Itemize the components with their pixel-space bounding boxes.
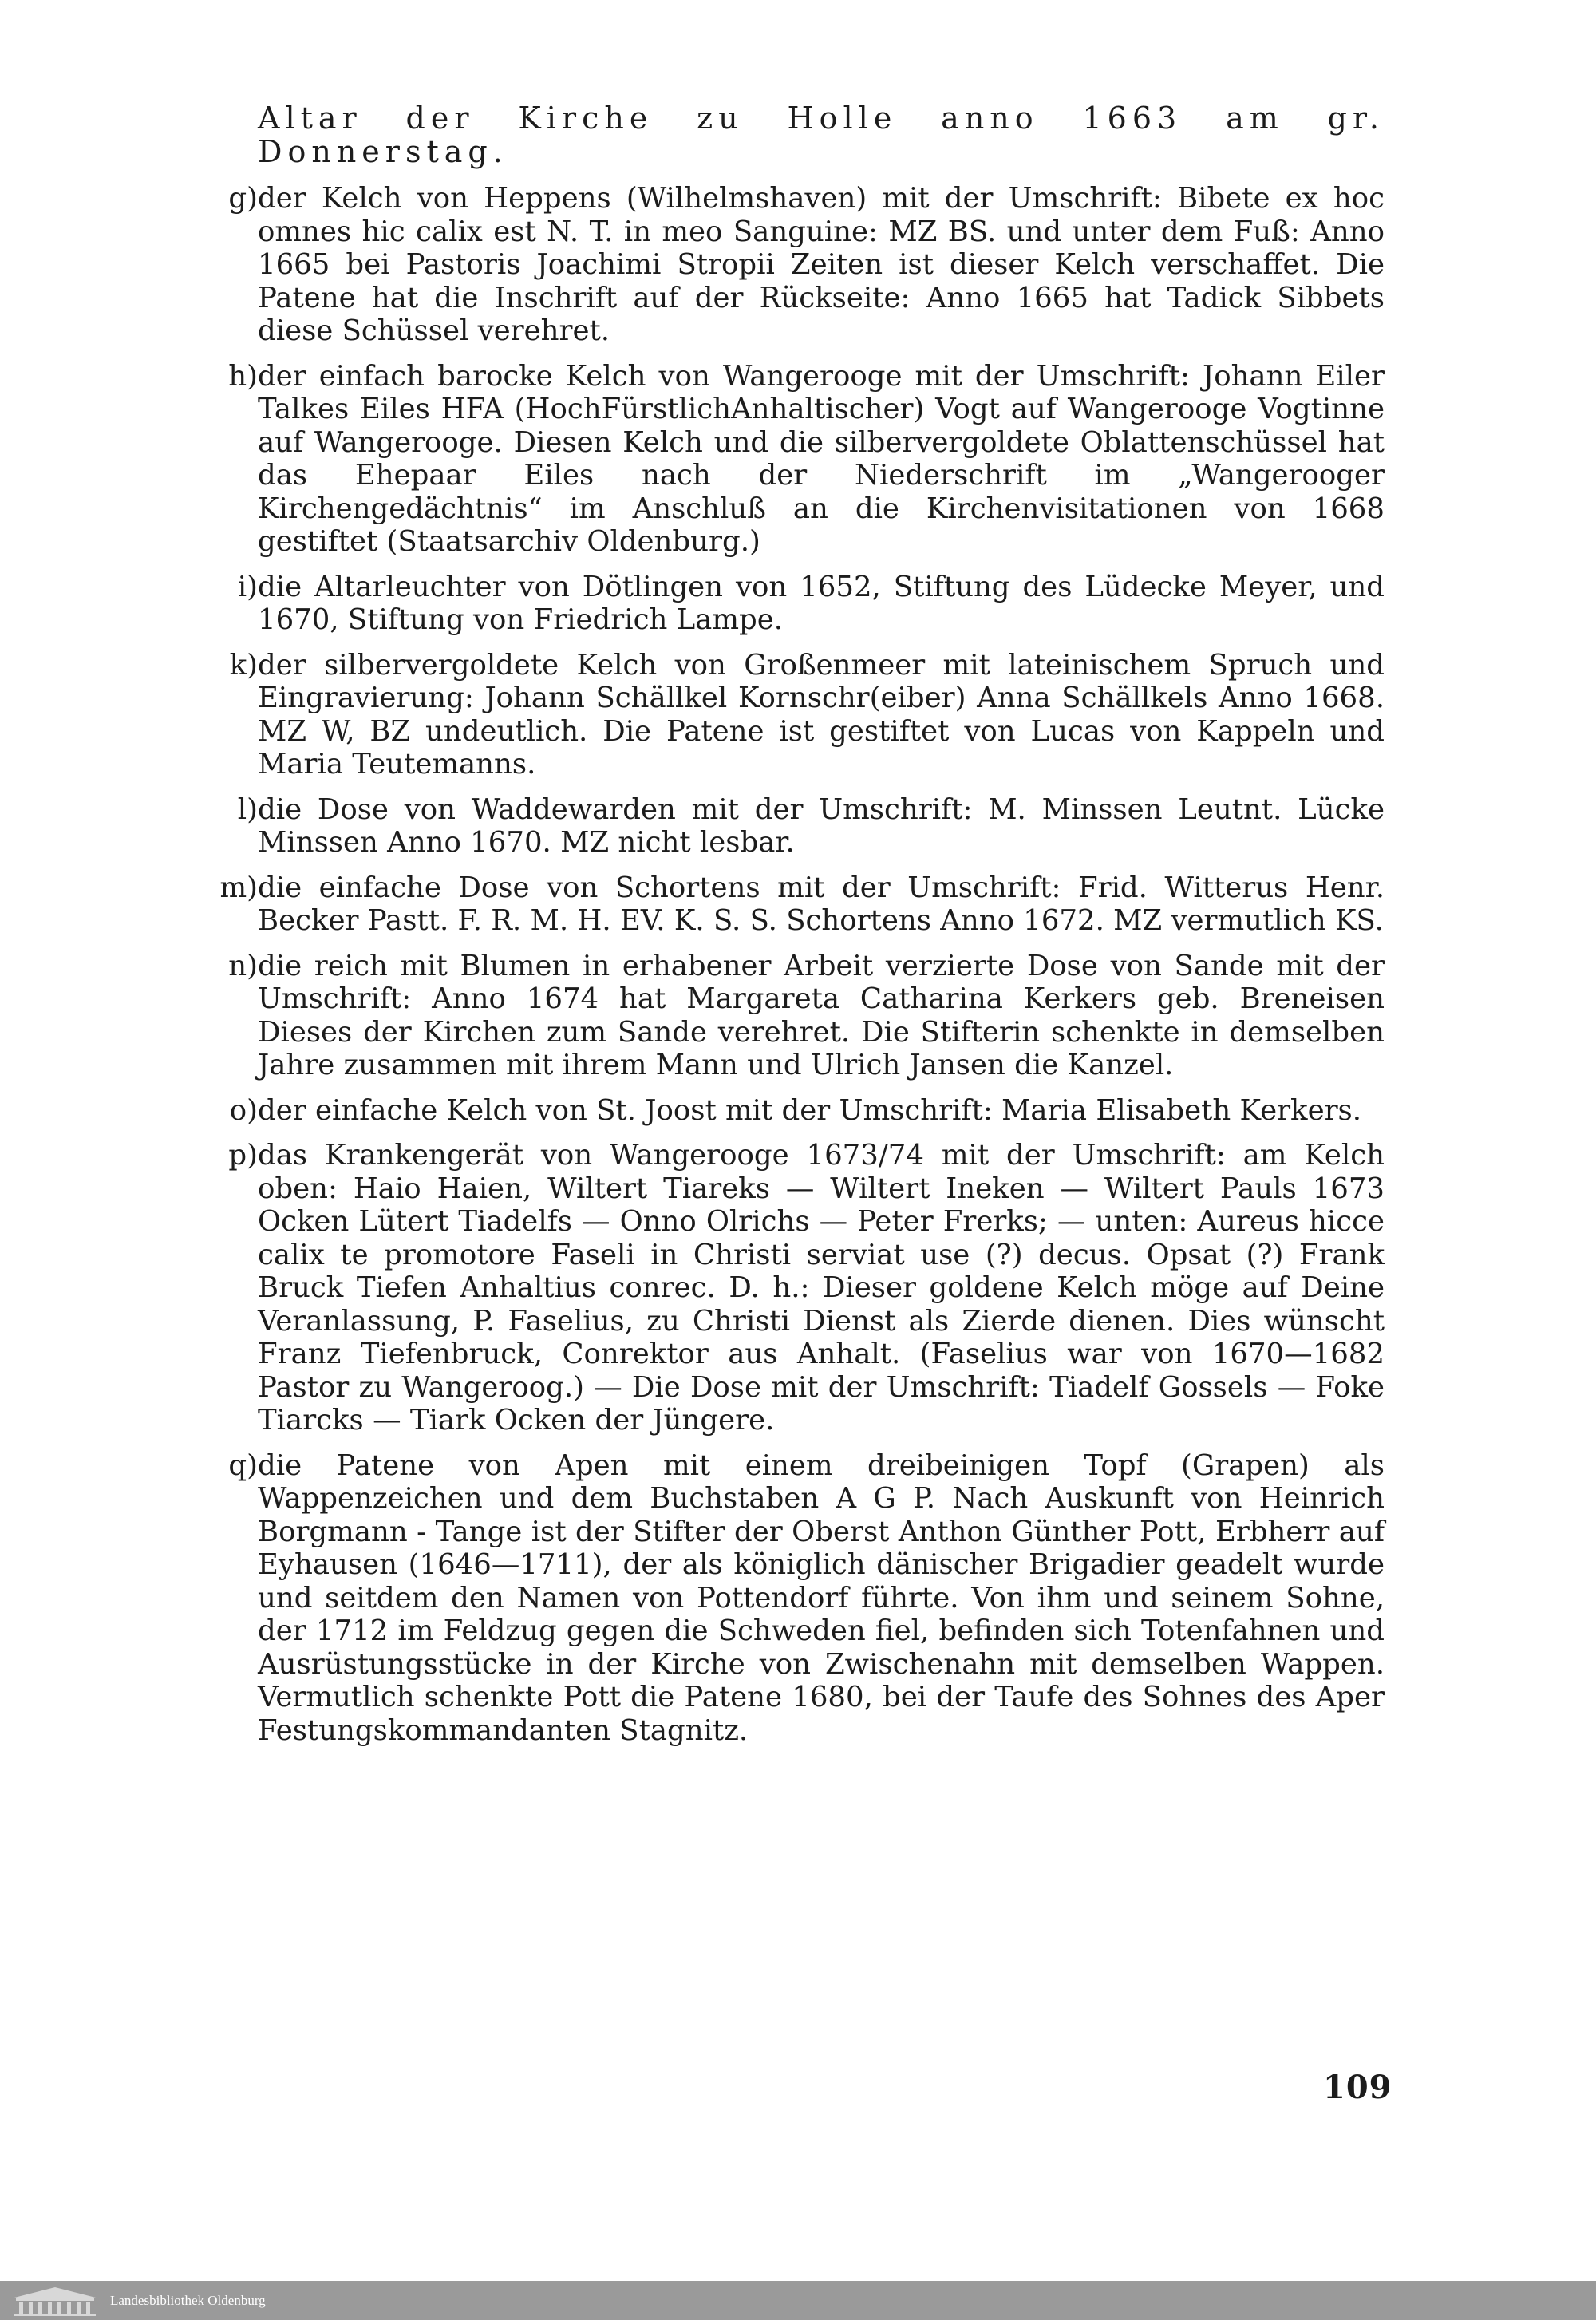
item-label: k) bbox=[229, 648, 258, 682]
item-label: i) bbox=[237, 570, 258, 603]
item-text: der einfach barocke Kelch von Wangerooge mit der Umschrift: Johann Eiler Talkes Eiles HFA (HochFürstlichAnhaltischer) Vogt auf Wangerooge Vogtinne auf Wangerooge. Diesen Kelch und die silbervergoldete Oblattenschüssel hat das Ehepaar Eiles nach der Niederschrift im „Wangerooger Kirchengedächtnis“ im Anschluß an die Kirchenvisitationen von 1668 gestiftet (Staatsarchiv Oldenburg.) bbox=[258, 359, 1385, 558]
item-label: p) bbox=[228, 1139, 258, 1172]
item-label: o) bbox=[229, 1093, 258, 1127]
item-text: die Patene von Apen mit einem dreibeinigen Topf (Grapen) als Wappenzeichen und dem Buchstaben A G P. Nach Auskunft von Heinrich Borgmann - Tange ist der Stifter der Oberst Anthon Günther Pott, Erbherr auf Eyhausen (1646—1711), der als königlich dänischer Brigadier geadelt wurde und seitdem den Namen von Pottendorf führte. Von ihm und seinem Sohne, der 1712 im Feldzug gegen die Schweden fiel, befinden sich Totenfahnen und Ausrüstungsstücke in der Kirche von Zwischenahn mit demselben Wappen. Vermutlich schenkte Pott die Patene 1680, bei der Taufe des Sohnes des Aper Festungskommandanten Stagnitz. bbox=[258, 1449, 1385, 1747]
list-item-g bbox=[210, 182, 1385, 348]
item-label: q) bbox=[228, 1449, 258, 1482]
list-item-p bbox=[210, 1139, 1385, 1437]
item-text: die Dose von Waddewarden mit der Umschrift: M. Minssen Leutnt. Lücke Minssen Anno 1670. MZ nicht lesbar. bbox=[258, 792, 1385, 859]
page-number: 109 bbox=[1323, 2069, 1393, 2106]
item-text: der Kelch von Heppens (Wilhelmshaven) mit der Umschrift: Bibete ex hoc omnes hic calix est N. T. in meo Sanguine: MZ BS. und unter dem Fuß: Anno 1665 bei Pastoris Joachimi Stropii Zeiten ist dieser Kelch verschaffet. Die Patene hat die Inschrift auf der Rückseite: Anno 1665 hat Tadick Sibbets diese Schüssel verehret. bbox=[258, 182, 1385, 347]
item-list bbox=[210, 182, 1385, 1759]
list-item-n bbox=[210, 950, 1385, 1082]
item-text: das Krankengerät von Wangerooge 1673/74 mit der Umschrift: am Kelch oben: Haio Haien, Wiltert Tiareks — Wiltert Ineken — Wiltert Pauls 1673 Ocken Lütert Tiadelfs — Onno Olrichs — Peter Frerks; — unten: Aureus hicce calix te promotore Faseli in Christi serviat use (?) decus. Opsat (?) Frank Bruck Tiefen Anhaltius conrec. D. h.: Dieser goldene Kelch möge auf Deine Veranlassung, P. Faselius, zu Christi Dienst als Zierde dienen. Dies wünscht Franz Tiefenbruck, Conrektor aus Anhalt. (Faselius war von 1670—1682 Pastor zu Wangeroog.) — Die Dose mit der Umschrift: Tiadelf Gossels — Foke Tiarcks — Tiark Ocken der Jüngere. bbox=[258, 1139, 1385, 1437]
item-text: die Altarleuchter von Dötlingen von 1652, Stiftung des Lüdecke Meyer, und 1670, Stiftung von Friedrich Lampe. bbox=[258, 570, 1385, 636]
list-item-m bbox=[210, 871, 1385, 938]
list-item-k bbox=[210, 649, 1385, 781]
list-item-h bbox=[210, 360, 1385, 559]
list-item-q bbox=[210, 1449, 1385, 1748]
library-name: Landesbibliothek Oldenburg bbox=[110, 2292, 266, 2308]
item-label: h) bbox=[228, 359, 258, 393]
item-label: m) bbox=[219, 871, 258, 904]
item-label: l) bbox=[237, 792, 258, 826]
list-item-l bbox=[210, 793, 1385, 860]
item-text: die einfache Dose von Schortens mit der Umschrift: Frid. Witterus Henr. Becker Pastt. F. R. M. H. EV. K. S. S. Schortens Anno 1672. MZ vermutlich KS. bbox=[258, 871, 1385, 937]
library-footer bbox=[0, 2281, 1596, 2320]
item-label: g) bbox=[228, 182, 258, 215]
list-item-i bbox=[210, 571, 1385, 637]
item-text: der silbervergoldete Kelch von Großenmeer mit lateinischem Spruch und Eingravierung: Johann Schällkel Kornschr(eiber) Anna Schällkels Anno 1668. MZ W, BZ undeutlich. Die Patene ist gestiftet von Lucas von Kappeln und Maria Teutemanns. bbox=[258, 648, 1385, 781]
item-text: die reich mit Blumen in erhabener Arbeit verzierte Dose von Sande mit der Umschrift: Anno 1674 hat Margareta Catharina Kerkers geb. Breneisen Dieses der Kirchen zum Sande verehret. Die Stifterin schenkte in demselben Jahre zusammen mit ihrem Mann und Ulrich Jansen die Kanzel. bbox=[258, 949, 1385, 1081]
intro-paragraph: Altar der Kirche zu Holle anno 1663 am gr. Donnerstag. bbox=[258, 101, 1385, 169]
item-text: der einfache Kelch von St. Joost mit der Umschrift: Maria Elisabeth Kerkers. bbox=[258, 1093, 1362, 1127]
list-item-o bbox=[210, 1094, 1385, 1128]
library-building-icon bbox=[11, 2285, 99, 2317]
item-label: n) bbox=[228, 949, 258, 982]
